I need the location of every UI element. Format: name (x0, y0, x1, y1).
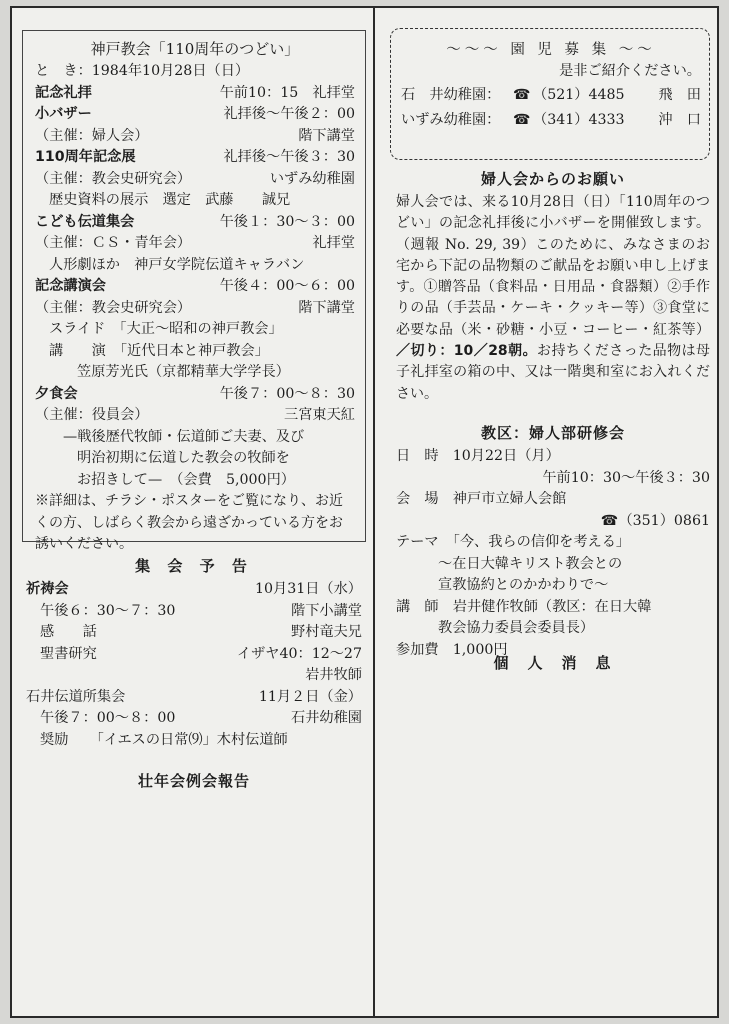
contact-person: 飛 田 (658, 86, 701, 103)
program-line-value: 礼拝後〜午後３：30 (223, 149, 355, 165)
kindergarten-phone: （341）4333 (533, 111, 625, 128)
program-line (35, 169, 355, 191)
meeting-notices (26, 553, 362, 751)
notice-line-value: 10月31日（水） (254, 581, 362, 597)
notice-line (26, 687, 362, 709)
program-line (35, 212, 355, 234)
notice-line-label: 祈祷会 (26, 581, 69, 597)
district-training-title: 教区：婦人部研修会 (480, 424, 625, 442)
training-line-label: 日 時 10月22日（月） (396, 448, 560, 464)
meeting-notices-title: 集 会 予 告 (135, 557, 253, 575)
mens-meeting-report (26, 768, 362, 794)
program-title: 神戸教会「110周年のつどい」 (90, 40, 300, 58)
program-line-value: 階下講堂 (298, 127, 355, 144)
program-line-value: 三宮東天紅 (284, 407, 355, 423)
program-line-value: 礼拝堂 (312, 235, 355, 251)
womens-society-request (396, 166, 710, 405)
training-line (396, 468, 710, 490)
personal-news (396, 650, 710, 676)
program-line (35, 427, 355, 449)
program-line (35, 83, 355, 105)
meeting-notices-list (26, 579, 362, 751)
program-line (35, 470, 355, 492)
training-line-label: 会 場 神戸市立婦人会館 (396, 491, 567, 507)
notice-line (26, 644, 362, 666)
recruitment-title: 〜〜〜 園 児 募 集 〜〜 (446, 42, 656, 58)
program-line-label: 110周年記念展 (35, 149, 136, 165)
notice-line-value: 11月２日（金） (258, 688, 362, 705)
program-line-label: 笠原芳光氏（京都精華大学学長） (77, 364, 290, 380)
program-line-label: （主催：ＣＳ・青年会） (35, 235, 192, 251)
program-line-label: 小バザー (35, 106, 92, 122)
program-line-label: 人形劇ほか 神戸女学院伝道キャラバン (49, 256, 305, 273)
anniversary-program-box (22, 30, 366, 552)
program-line (35, 126, 355, 148)
program-note: ※詳細は、チラシ・ポスターをご覧になり、お近くの方、しばらく教会から遠ざかっている方をお誘いください。 (35, 493, 343, 552)
phone-icon: ☎ (513, 86, 531, 103)
womens-society-title: 婦人会からのお願い (480, 170, 625, 188)
training-line-label: 〜在日大韓キリスト教会との (438, 555, 623, 572)
training-line-value: ☎（351）0861 (600, 512, 710, 529)
training-line-value: 午前10：30〜午後３：30 (542, 469, 710, 486)
kindergarten-contact-row (401, 108, 701, 133)
program-line-label: —戦後歴代牧師・伝道師ご夫妻、及び (63, 428, 305, 445)
training-line (396, 575, 710, 597)
program-line (35, 276, 355, 298)
notice-line-label: 奨励 「イエスの日常⑼」木村伝道師 (40, 731, 288, 748)
contact-person: 沖 口 (658, 111, 701, 128)
program-line-value: 午前10：15 礼拝堂 (219, 84, 355, 101)
program-line-value: 午後１：30〜３：00 (219, 213, 355, 230)
wave-ornament-left-icon: 〜〜〜 (446, 42, 502, 58)
phone-icon: ☎ (513, 111, 531, 128)
program-line-label: （主催：教会史研究会） (35, 299, 192, 316)
notice-line (26, 622, 362, 644)
newsletter-page (10, 6, 719, 1018)
notice-line-label: 聖書研究 (40, 645, 97, 662)
kindergarten-name: 石 井幼稚園： (401, 86, 501, 103)
program-line (35, 319, 355, 341)
training-line-label: 教会協力委員会委員長） (438, 620, 595, 636)
district-training-notice (396, 420, 710, 661)
notice-line (26, 708, 362, 730)
notice-line (26, 665, 362, 687)
program-line (35, 362, 355, 384)
program-line-label: （主催：役員会） (35, 407, 149, 423)
mens-meeting-report-title: 壮年会例会報告 (137, 772, 250, 790)
program-line-value: 午後４：00〜６：00 (219, 278, 355, 294)
program-line (35, 384, 355, 406)
program-line-value: いずみ幼稚園 (269, 170, 355, 187)
program-line (35, 104, 355, 126)
training-line (396, 511, 710, 533)
program-line (35, 405, 355, 427)
notice-line-label: 感 話 (40, 624, 97, 640)
notice-line-value: 野村竜夫兄 (291, 624, 362, 640)
program-line-value: 午後７：00〜８：30 (219, 385, 355, 402)
training-line (396, 618, 710, 640)
notice-line-label: 午後６：30〜７：30 (40, 602, 176, 619)
program-line (35, 341, 355, 363)
program-line-label: 記念礼拝 (35, 84, 92, 101)
notice-line-value: 石井幼稚園 (291, 710, 362, 726)
womens-society-body: 婦人会では、来る10月28日（日）「110周年のつどい」の記念礼拝後に小バザーを開催致します。（週報 No. 29, 39）このために、みなさまのお宅から下記の品物類のご献品をお願い申し上げます。①贈答品（食料品・日用品・食器類）②手作りの品（手芸品・ケーキ・クッキー等）③食堂に必要な品（米・砂糖・小豆・コーヒー・紅茶等）／切り：10／28朝。お持ちくださった品物は母子礼拝室の箱の中、又は一階奥和室にお入れください。 (396, 194, 710, 402)
training-line (396, 489, 710, 511)
program-line (35, 448, 355, 470)
program-line-label: こども伝道集会 (35, 213, 135, 230)
program-line (35, 190, 355, 212)
kindergarten-recruitment-box (390, 28, 710, 160)
program-line-label: 明治初期に伝道した教会の牧師を (77, 450, 290, 466)
deadline-text: ／切り：10／28朝。 (396, 343, 538, 360)
kindergarten-phone: （521）4485 (533, 86, 625, 103)
recruitment-subtitle: 是非ご紹介ください。 (559, 63, 701, 79)
program-date: と き：1984年10月28日（日） (35, 63, 250, 79)
personal-news-title: 個 人 消 息 (493, 654, 613, 672)
notice-line-value: 岩井牧師 (305, 667, 362, 683)
notice-line (26, 579, 362, 601)
program-line (35, 298, 355, 320)
notice-line (26, 730, 362, 752)
program-line-label: （主催：教会史研究会） (35, 170, 192, 187)
wave-ornament-right-icon: 〜〜 (618, 42, 656, 58)
kindergarten-contact-row (401, 83, 701, 108)
notice-line-value: イザヤ40：12〜27 (236, 645, 362, 662)
recruitment-contacts (401, 83, 701, 133)
program-schedule (35, 83, 355, 492)
program-line-label: 講 演 「近代日本と神戸教会」 (49, 342, 269, 359)
training-line-label: 宣教協約とのかかわりで〜 (438, 577, 609, 593)
notice-line-value: 階下小講堂 (291, 602, 362, 619)
program-line-label: お招きして— （会費 5,000円） (77, 471, 295, 488)
training-line-label: 参加費 1,000円 (396, 641, 508, 658)
notice-line-label: 午後７：00〜８：00 (40, 710, 176, 726)
district-training-details (396, 446, 710, 661)
program-line-label: スライド 「大正〜昭和の神戸教会」 (49, 321, 283, 337)
training-line (396, 532, 710, 554)
program-line (35, 255, 355, 277)
program-line (35, 233, 355, 255)
training-line (396, 446, 710, 468)
program-line-label: 夕食会 (35, 385, 78, 402)
notice-line-label: 石井伝道所集会 (26, 688, 126, 705)
training-line (396, 554, 710, 576)
training-line-label: テーマ 「今、我らの信仰を考える」 (396, 534, 631, 550)
training-line (396, 597, 710, 619)
program-line-value: 階下講堂 (298, 299, 355, 316)
program-line (35, 147, 355, 169)
training-line-label: 講 師 岩井健作牧師（教区：在日大韓 (396, 598, 652, 615)
column-divider (373, 8, 375, 1016)
program-line-label: 記念講演会 (35, 278, 106, 294)
program-line-label: 歴史資料の展示 選定 武藤 誠兄 (49, 192, 291, 208)
kindergarten-name: いずみ幼稚園： (401, 111, 501, 128)
program-line-value: 礼拝後〜午後２：00 (223, 106, 355, 122)
notice-line (26, 601, 362, 623)
program-line-label: （主催：婦人会） (35, 127, 149, 144)
